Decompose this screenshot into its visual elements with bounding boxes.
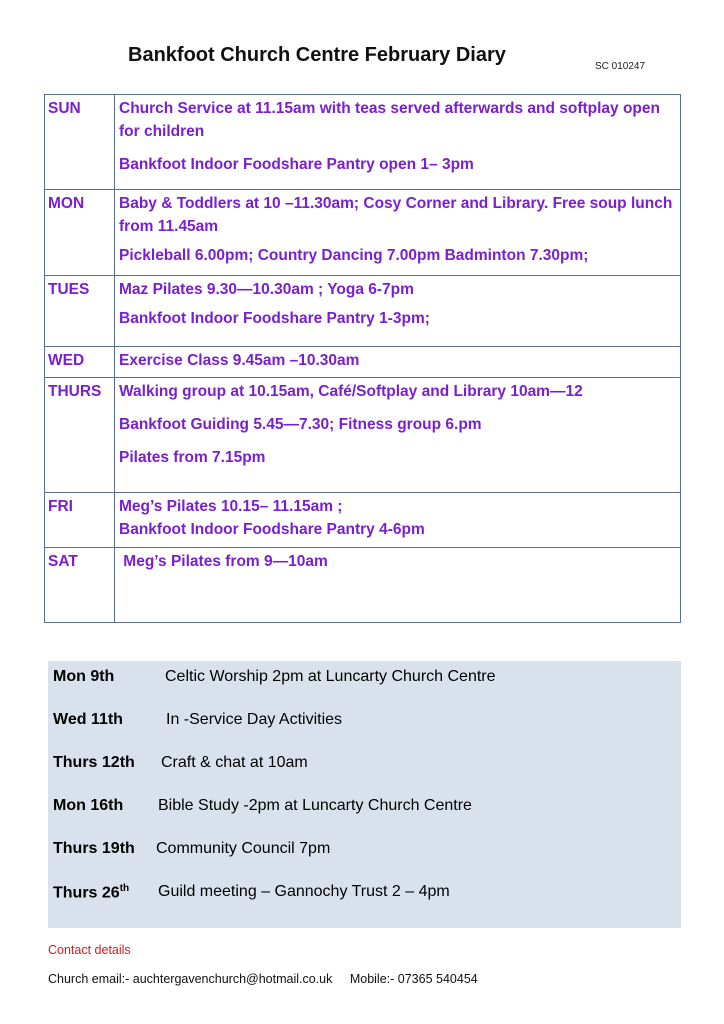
special-events-panel — [48, 661, 681, 928]
table-row — [45, 190, 681, 276]
activity-line: Meg’s Pilates 10.15– 11.15am ; — [119, 498, 343, 515]
page-title: Bankfoot Church Centre February Diary — [128, 44, 506, 66]
activity-line: Baby & Toddlers at 10 –11.30am; Cosy Corner and Library. Free soup lunch from 11.45am — [119, 195, 673, 235]
activity-line: Pickleball 6.00pm; Country Dancing 7.00pm Badminton 7.30pm; — [119, 247, 589, 264]
event-text: Craft & chat at 10am — [161, 754, 308, 771]
event-date: Thurs 26th — [53, 883, 130, 902]
weekly-schedule-table — [44, 94, 681, 623]
day-label: TUES — [45, 276, 115, 347]
activities-cell — [115, 190, 681, 276]
activity-line: Walking group at 10.15am, Café/Softplay and Library 10am—12 — [119, 383, 583, 400]
activities-cell — [115, 548, 681, 623]
activity-line: Meg’s Pilates from 9—10am — [119, 553, 328, 570]
event-text: In -Service Day Activities — [166, 711, 343, 728]
day-label: MON — [45, 190, 115, 276]
day-label: WED — [45, 347, 115, 378]
event-item — [53, 711, 343, 729]
event-text: Community Council 7pm — [156, 840, 331, 857]
table-row — [45, 347, 681, 378]
date-suffix: th — [119, 883, 130, 894]
day-label: SAT — [45, 548, 115, 623]
table-row — [45, 276, 681, 347]
event-item — [53, 668, 496, 686]
activities-cell — [115, 347, 681, 378]
contact-heading: Contact details — [48, 943, 131, 957]
activity-line: Bankfoot Guiding 5.45—7.30; Fitness group 6.pm — [119, 416, 482, 433]
event-item — [53, 840, 331, 858]
event-date: Thurs 19th — [53, 840, 135, 857]
activity-line: Exercise Class 9.45am –10.30am — [119, 352, 360, 369]
event-item — [53, 754, 308, 772]
table-row — [45, 548, 681, 623]
activities-cell — [115, 276, 681, 347]
activity-line: Bankfoot Indoor Foodshare Pantry 4-6pm — [119, 521, 425, 538]
table-row — [45, 378, 681, 493]
activities-cell — [115, 95, 681, 190]
activities-cell — [115, 378, 681, 493]
table-row — [45, 95, 681, 190]
contact-mobile: Mobile:- 07365 540454 — [349, 972, 478, 986]
event-item — [53, 797, 472, 815]
day-label: THURS — [45, 378, 115, 493]
event-text: Celtic Worship 2pm at Luncarty Church Centre — [165, 668, 496, 685]
activity-line: Bankfoot Indoor Foodshare Pantry open 1– 3pm — [119, 156, 474, 173]
contact-email: Church email:- auchtergavenchurch@hotmail.co.uk — [48, 972, 333, 986]
event-date: Mon 9th — [53, 668, 115, 685]
event-date: Wed 11th — [53, 711, 123, 728]
activities-cell — [115, 493, 681, 548]
activity-line: Maz Pilates 9.30—10.30am ; Yoga 6-7pm — [119, 281, 414, 298]
event-item — [53, 883, 450, 902]
activity-line: Church Service at 11.15am with teas served afterwards and softplay open for children — [119, 100, 660, 140]
day-label: SUN — [45, 95, 115, 190]
event-date: Mon 16th — [53, 797, 124, 814]
charity-number: SC 010247 — [595, 61, 646, 72]
event-text: Guild meeting – Gannochy Trust 2 – 4pm — [158, 883, 450, 900]
event-date: Thurs 12th — [53, 754, 135, 771]
contact-line — [48, 972, 478, 986]
activity-line: Pilates from 7.15pm — [119, 449, 266, 466]
activity-line: Bankfoot Indoor Foodshare Pantry 1-3pm; — [119, 310, 430, 327]
table-row — [45, 493, 681, 548]
event-text: Bible Study -2pm at Luncarty Church Centre — [158, 797, 472, 814]
day-label: FRI — [45, 493, 115, 548]
